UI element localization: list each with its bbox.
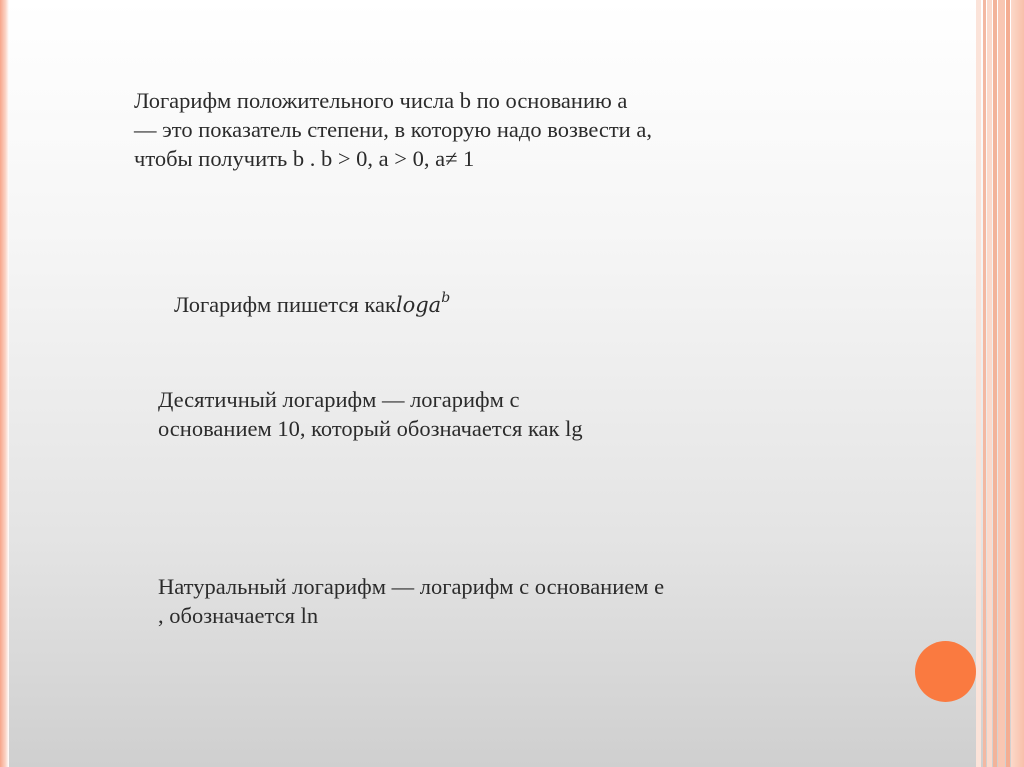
right-stripe-1 [976, 0, 981, 767]
right-stripe-3 [987, 0, 992, 767]
definition-line-1: Логарифм положительного числа b по основанию a [134, 88, 628, 113]
orange-circle-decoration [915, 641, 976, 702]
decimal-line-1: Десятичный логарифм — логарифм с [158, 387, 520, 412]
logarithm-notation [174, 286, 450, 320]
right-stripe-5 [998, 0, 1005, 767]
formula-superscript: b [441, 290, 451, 306]
logarithm-definition [134, 86, 652, 173]
right-stripe-7 [1011, 0, 1024, 767]
right-stripe-4 [993, 0, 997, 767]
formula-base: loga [395, 293, 442, 317]
definition-line-3: чтобы получить b . b > 0, a > 0, a≠ 1 [134, 146, 475, 171]
notation-formula [395, 290, 451, 317]
decimal-line-2: основанием 10, который обозначается как lg [158, 416, 583, 441]
natural-logarithm [158, 572, 664, 630]
decimal-logarithm [158, 385, 583, 443]
natural-line-1: Натуральный логарифм — логарифм с основанием e [158, 574, 665, 599]
left-border-decoration [0, 0, 9, 767]
natural-line-2: , обозначается ln [158, 603, 319, 628]
right-stripe-6 [1006, 0, 1010, 767]
notation-text: Логарифм пишется как [174, 292, 396, 317]
right-stripe-2 [983, 0, 986, 767]
definition-line-2: — это показатель степени, в которую надо возвести a, [134, 117, 652, 142]
